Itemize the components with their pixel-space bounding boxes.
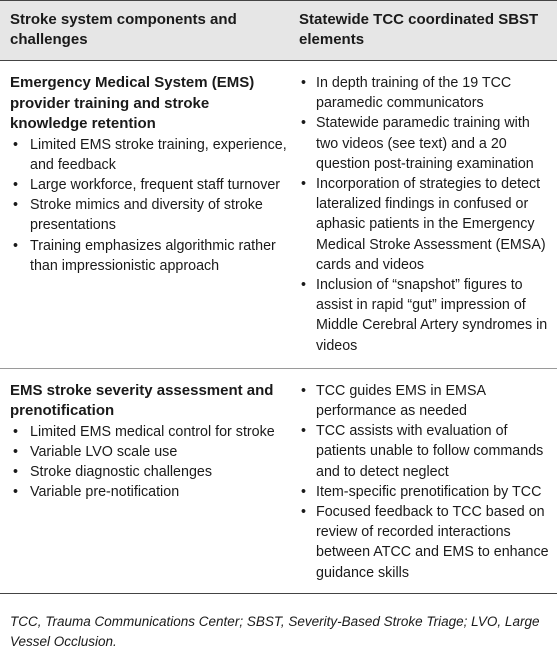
- table-row: [0, 368, 557, 593]
- list-item: • Stroke mimics and diversity of stroke presentations: [10, 195, 289, 235]
- list-item: • Stroke diagnostic challenges: [10, 462, 289, 482]
- table-row: [0, 61, 557, 369]
- header-row: [0, 1, 557, 61]
- list-item: • Training emphasizes algorithmic rather than impressionistic approach: [10, 236, 289, 276]
- header-statewide-tcc-elements: Statewide TCC coordinated SBST elements: [295, 1, 557, 61]
- list-item: • TCC guides EMS in EMSA performance as needed: [299, 381, 551, 421]
- table-header: [0, 1, 557, 61]
- table-body: [0, 61, 557, 594]
- list-item: • Item-specific prenotification by TCC: [299, 482, 551, 502]
- list-item: • Limited EMS medical control for stroke: [10, 422, 289, 442]
- section-title: Emergency Medical System (EMS) provider training and stroke knowledge retention: [10, 74, 255, 132]
- challenge-list: [10, 135, 289, 276]
- list-item: • Incorporation of strategies to detect lateralized findings in confused or aphasic patients in the Emergency Medical Stroke Assessment (EMSA) cards and videos: [299, 174, 551, 275]
- element-list: [299, 381, 551, 583]
- list-item: • TCC assists with evaluation of patients unable to follow commands and to detect neglect: [299, 421, 551, 482]
- list-item: • Variable pre-notification: [10, 482, 289, 502]
- section-title: EMS stroke severity assessment and prenotification: [10, 381, 274, 420]
- challenge-list: [10, 422, 289, 503]
- row2-right-cell: [295, 368, 557, 593]
- header-stroke-system-components: Stroke system components and challenges: [0, 1, 295, 61]
- list-item: • Inclusion of “snapshot” figures to assist in rapid “gut” impression of Middle Cerebral Artery syndromes in videos: [299, 275, 551, 356]
- list-item: • Focused feedback to TCC based on review of recorded interactions between ATCC and EMS to enhance guidance skills: [299, 502, 551, 583]
- row1-right-cell: [295, 61, 557, 369]
- list-item: • Large workforce, frequent staff turnover: [10, 175, 289, 195]
- list-item: • In depth training of the 19 TCC paramedic communicators: [299, 73, 551, 113]
- list-item: • Statewide paramedic training with two videos (see text) and a 20 question post-training examination: [299, 113, 551, 174]
- list-item: • Variable LVO scale use: [10, 442, 289, 462]
- row1-left-cell: [0, 61, 295, 369]
- table-footnote: TCC, Trauma Communications Center; SBST, Severity-Based Stroke Triage; LVO, Large Vessel Occlusion.: [10, 614, 540, 649]
- list-item: • Limited EMS stroke training, experience, and feedback: [10, 135, 289, 175]
- row2-left-cell: [0, 368, 295, 593]
- element-list: [299, 73, 551, 356]
